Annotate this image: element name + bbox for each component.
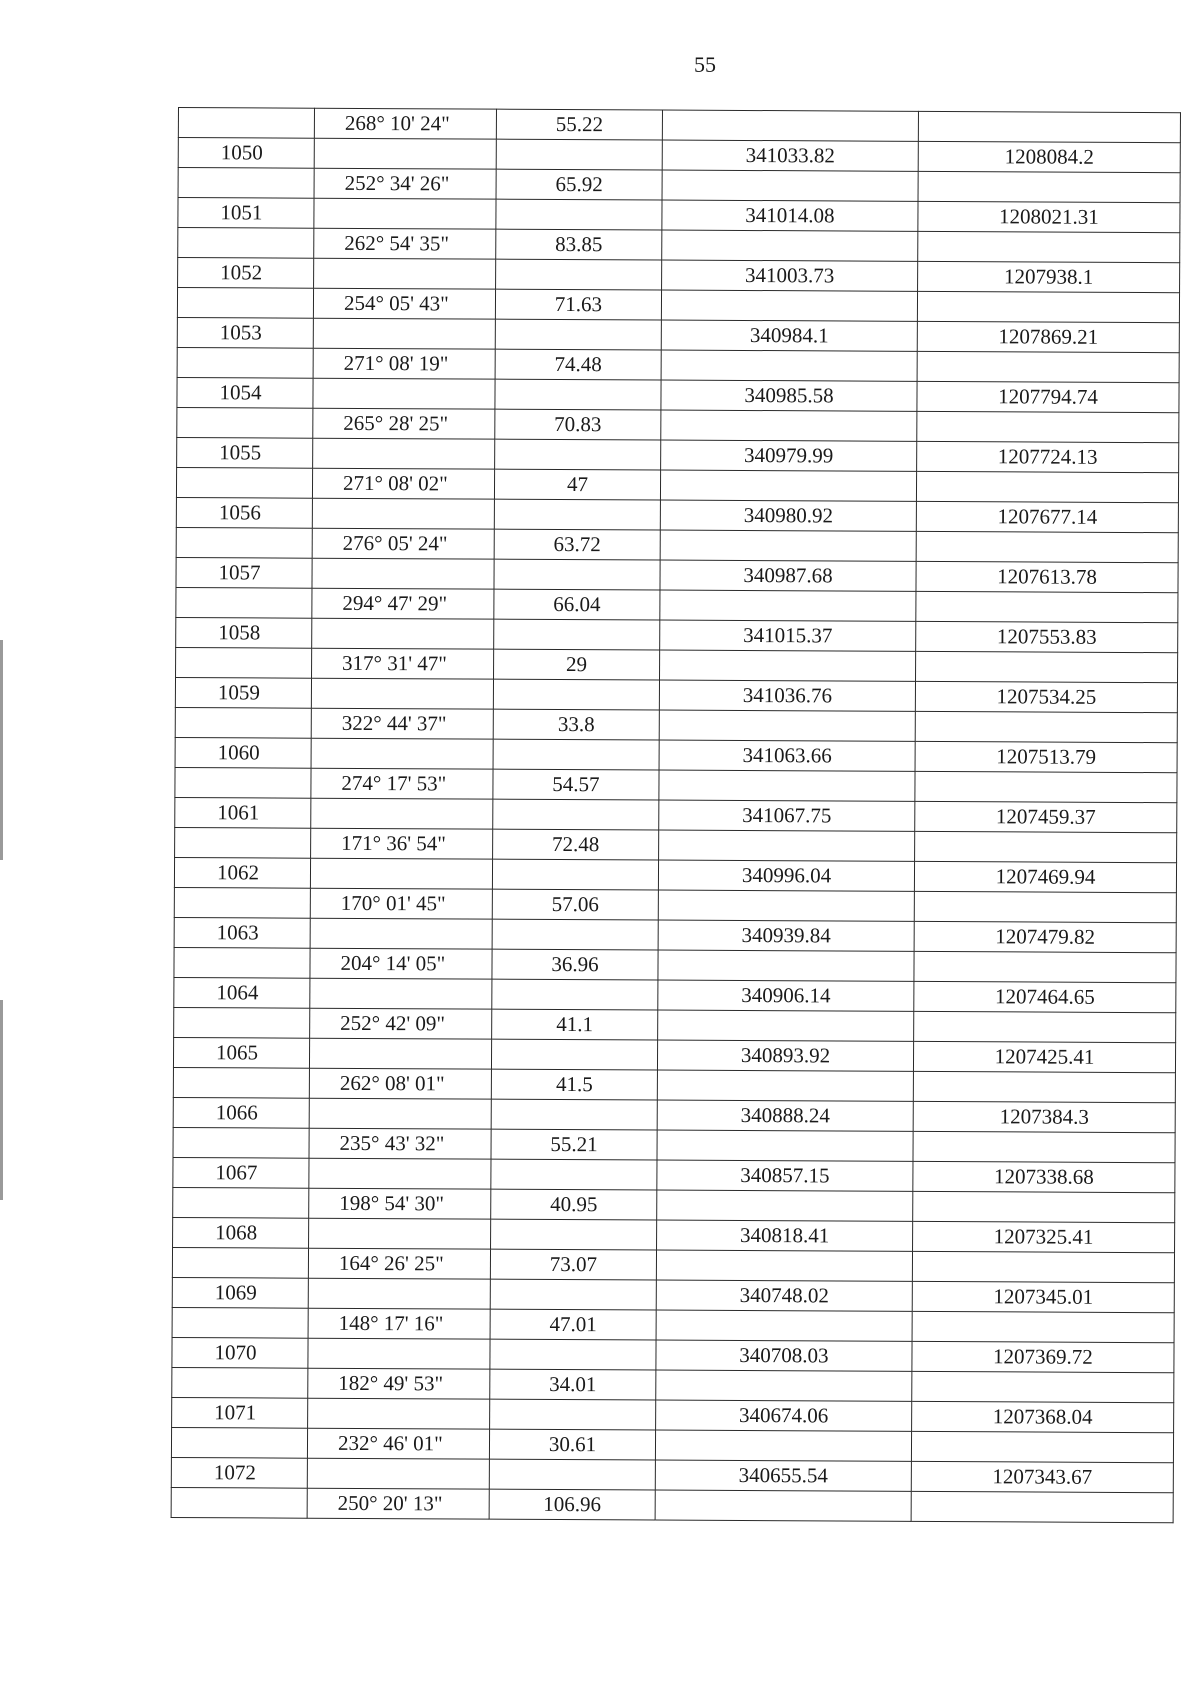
bearing-cell: 148° 17' 16": [308, 1308, 490, 1339]
bearing-cell: 271° 08' 19": [313, 348, 495, 379]
northing-cell: 340939.84: [658, 920, 914, 951]
distance-cell: 71.63: [495, 289, 661, 320]
northing-cell: [660, 470, 916, 501]
easting-cell: 1207368.04: [912, 1401, 1174, 1432]
point-id-cell: 1050: [178, 138, 314, 169]
bearing-cell: 204° 14' 05": [310, 948, 492, 979]
bearing-cell: 262° 08' 01": [309, 1068, 491, 1099]
northing-cell: 340655.54: [655, 1460, 911, 1491]
bearing-cell: 252° 42' 09": [310, 1008, 492, 1039]
northing-cell: 340818.41: [657, 1220, 913, 1251]
point-id-cell: 1067: [173, 1157, 309, 1188]
point-id-cell: 1051: [178, 198, 314, 229]
easting-cell: [918, 171, 1180, 202]
distance-cell: [489, 1459, 655, 1490]
point-id-cell: 1062: [174, 857, 310, 888]
point-id-cell: 1070: [172, 1337, 308, 1368]
bearing-cell: 322° 44' 37": [311, 708, 493, 739]
easting-cell: [917, 351, 1179, 382]
distance-cell: 70.83: [495, 409, 661, 440]
northing-cell: 340985.58: [661, 380, 917, 411]
bearing-cell: 317° 31' 47": [312, 648, 494, 679]
point-id-cell: [178, 108, 314, 139]
northing-cell: 340996.04: [658, 860, 914, 891]
bearing-cell: 182° 49' 53": [308, 1368, 490, 1399]
bearing-cell: [308, 1338, 490, 1369]
point-id-cell: [178, 228, 314, 259]
line-row: [171, 1487, 1173, 1522]
easting-cell: [916, 591, 1178, 622]
easting-cell: [918, 231, 1180, 262]
northing-cell: [660, 590, 916, 621]
easting-cell: 1207338.68: [913, 1161, 1175, 1192]
northing-cell: [661, 410, 917, 441]
northing-cell: 340893.92: [657, 1040, 913, 1071]
bearing-cell: [308, 1278, 490, 1309]
easting-cell: [916, 651, 1178, 682]
easting-cell: 1207513.79: [915, 741, 1177, 772]
northing-cell: [659, 770, 915, 801]
distance-cell: [494, 619, 660, 650]
bearing-cell: 250° 20' 13": [307, 1488, 489, 1519]
bearing-cell: [309, 1218, 491, 1249]
northing-cell: 340888.24: [657, 1100, 913, 1131]
point-id-cell: 1058: [176, 617, 312, 648]
distance-cell: [490, 1399, 656, 1430]
bearing-cell: 276° 05' 24": [312, 528, 494, 559]
point-id-cell: 1054: [177, 377, 313, 408]
easting-cell: 1207479.82: [914, 921, 1176, 952]
distance-cell: 65.92: [496, 169, 662, 200]
distance-cell: [496, 139, 662, 170]
point-id-cell: [178, 168, 314, 199]
easting-cell: 1207469.94: [914, 861, 1176, 892]
northing-cell: [661, 290, 917, 321]
distance-cell: [491, 1159, 657, 1190]
bearing-cell: 198° 54' 30": [309, 1188, 491, 1219]
northing-cell: 341003.73: [662, 260, 918, 291]
bearing-cell: 271° 08' 02": [312, 468, 494, 499]
distance-cell: 66.04: [494, 589, 660, 620]
northing-cell: 341033.82: [662, 140, 918, 171]
point-id-cell: [171, 1427, 307, 1458]
distance-cell: 29: [494, 649, 660, 680]
northing-cell: [656, 1250, 912, 1281]
easting-cell: 1207677.14: [916, 501, 1178, 532]
point-id-cell: 1063: [174, 917, 310, 948]
bearing-cell: [310, 978, 492, 1009]
distance-cell: 41.1: [492, 1009, 658, 1040]
distance-cell: 55.22: [496, 109, 662, 140]
bearing-cell: [310, 918, 492, 949]
distance-cell: 72.48: [493, 829, 659, 860]
easting-cell: [914, 891, 1176, 922]
bearing-cell: 170° 01' 45": [310, 888, 492, 919]
easting-cell: [915, 831, 1177, 862]
table-body: [171, 108, 1180, 1523]
easting-cell: 1207613.78: [916, 561, 1178, 592]
distance-cell: [495, 319, 661, 350]
distance-cell: [494, 499, 660, 530]
bearing-cell: [309, 1038, 491, 1069]
point-id-cell: [177, 288, 313, 319]
easting-cell: 1208021.31: [918, 201, 1180, 232]
bearing-cell: 265° 28' 25": [313, 408, 495, 439]
bearing-cell: [312, 498, 494, 529]
easting-cell: [912, 1311, 1174, 1342]
point-id-cell: [174, 947, 310, 978]
distance-cell: 57.06: [492, 889, 658, 920]
northing-cell: 340987.68: [660, 560, 916, 591]
northing-cell: [657, 1130, 913, 1161]
distance-cell: 73.07: [490, 1249, 656, 1280]
distance-cell: 40.95: [491, 1189, 657, 1220]
point-id-cell: [175, 827, 311, 858]
easting-cell: 1207459.37: [915, 801, 1177, 832]
easting-cell: 1207325.41: [913, 1221, 1175, 1252]
distance-cell: 34.01: [490, 1369, 656, 1400]
northing-cell: 340984.1: [661, 320, 917, 351]
northing-cell: [660, 530, 916, 561]
bearing-cell: 262° 54' 35": [314, 228, 496, 259]
point-id-cell: [177, 347, 313, 378]
northing-cell: [659, 830, 915, 861]
distance-cell: 41.5: [491, 1069, 657, 1100]
easting-cell: 1208084.2: [918, 141, 1180, 172]
bearing-cell: 294° 47' 29": [312, 588, 494, 619]
northing-cell: 340674.06: [656, 1400, 912, 1431]
northing-cell: [659, 710, 915, 741]
northing-cell: 340708.03: [656, 1340, 912, 1371]
bearing-cell: [309, 1098, 491, 1129]
northing-cell: [657, 1190, 913, 1221]
distance-cell: 55.21: [491, 1129, 657, 1160]
easting-cell: [916, 471, 1178, 502]
point-id-cell: [171, 1487, 307, 1518]
distance-cell: [491, 1219, 657, 1250]
distance-cell: 74.48: [495, 349, 661, 380]
distance-cell: 30.61: [489, 1429, 655, 1460]
point-id-cell: 1060: [175, 737, 311, 768]
easting-cell: [916, 531, 1178, 562]
easting-cell: [918, 111, 1180, 142]
northing-cell: [662, 170, 918, 201]
bearing-cell: [311, 738, 493, 769]
northing-cell: 340979.99: [661, 440, 917, 471]
distance-cell: [493, 679, 659, 710]
easting-cell: [913, 1071, 1175, 1102]
distance-cell: [492, 859, 658, 890]
northing-cell: [658, 890, 914, 921]
point-id-cell: [172, 1307, 308, 1338]
easting-cell: 1207369.72: [912, 1341, 1174, 1372]
easting-cell: 1207724.13: [917, 441, 1179, 472]
northing-cell: [661, 350, 917, 381]
point-id-cell: 1052: [178, 258, 314, 289]
easting-cell: [917, 291, 1179, 322]
northing-cell: [657, 1070, 913, 1101]
distance-cell: [496, 259, 662, 290]
distance-cell: [495, 439, 661, 470]
distance-cell: 36.96: [492, 949, 658, 980]
bearing-cell: 274° 17' 53": [311, 768, 493, 799]
point-id-cell: [176, 647, 312, 678]
easting-cell: [912, 1251, 1174, 1282]
distance-cell: [491, 1099, 657, 1130]
northing-cell: [655, 1490, 911, 1521]
northing-cell: [658, 950, 914, 981]
easting-cell: [914, 1011, 1176, 1042]
bearing-cell: [312, 618, 494, 649]
northing-cell: 341067.75: [659, 800, 915, 831]
bearing-cell: [311, 678, 493, 709]
point-id-cell: 1057: [176, 557, 312, 588]
page-number: 55: [694, 52, 716, 77]
northing-cell: 341063.66: [659, 740, 915, 771]
northing-cell: 341015.37: [660, 620, 916, 651]
point-id-cell: [174, 887, 310, 918]
distance-cell: 47: [494, 469, 660, 500]
bearing-cell: [310, 858, 492, 889]
distance-cell: 83.85: [496, 229, 662, 260]
distance-cell: [494, 559, 660, 590]
easting-cell: [912, 1371, 1174, 1402]
point-id-cell: 1061: [175, 797, 311, 828]
distance-cell: [491, 1039, 657, 1070]
bearing-cell: 164° 26' 25": [308, 1248, 490, 1279]
distance-cell: [492, 979, 658, 1010]
point-id-cell: 1072: [171, 1457, 307, 1488]
northing-cell: [658, 1010, 914, 1041]
northing-cell: [662, 230, 918, 261]
bearing-cell: 268° 10' 24": [314, 108, 496, 139]
point-id-cell: [176, 467, 312, 498]
point-id-cell: [172, 1247, 308, 1278]
bearing-cell: [311, 798, 493, 829]
easting-cell: [913, 1191, 1175, 1222]
point-id-cell: [176, 527, 312, 558]
bearing-cell: [313, 378, 495, 409]
bearing-cell: 235° 43' 32": [309, 1128, 491, 1159]
easting-cell: 1207464.65: [914, 981, 1176, 1012]
distance-cell: [493, 799, 659, 830]
point-id-cell: [177, 407, 313, 438]
distance-cell: [490, 1279, 656, 1310]
distance-cell: 47.01: [490, 1309, 656, 1340]
point-id-cell: [175, 707, 311, 738]
northing-cell: 340980.92: [660, 500, 916, 531]
easting-cell: 1207869.21: [917, 321, 1179, 352]
easting-cell: 1207425.41: [913, 1041, 1175, 1072]
northing-cell: [660, 650, 916, 681]
bearing-cell: [307, 1458, 489, 1489]
point-id-cell: 1071: [172, 1397, 308, 1428]
northing-cell: 341014.08: [662, 200, 918, 231]
northing-cell: [656, 1370, 912, 1401]
bearing-cell: [314, 198, 496, 229]
easting-cell: [915, 771, 1177, 802]
point-id-cell: 1055: [177, 437, 313, 468]
point-id-cell: [176, 587, 312, 618]
distance-cell: [490, 1339, 656, 1370]
bearing-cell: 171° 36' 54": [311, 828, 493, 859]
northing-cell: 340857.15: [657, 1160, 913, 1191]
easting-cell: [911, 1491, 1173, 1522]
easting-cell: [911, 1431, 1173, 1462]
distance-cell: 63.72: [494, 529, 660, 560]
bearing-cell: 254° 05' 43": [313, 288, 495, 319]
point-id-cell: 1068: [173, 1217, 309, 1248]
northing-cell: 341036.76: [659, 680, 915, 711]
scan-edge-mark: [0, 640, 3, 860]
bearing-cell: [308, 1398, 490, 1429]
bearing-cell: [313, 318, 495, 349]
northing-cell: 340906.14: [658, 980, 914, 1011]
easting-cell: 1207553.83: [916, 621, 1178, 652]
northing-cell: [655, 1430, 911, 1461]
bearing-cell: 232° 46' 01": [307, 1428, 489, 1459]
northing-cell: [656, 1310, 912, 1341]
easting-cell: [914, 951, 1176, 982]
easting-cell: [917, 411, 1179, 442]
easting-cell: [915, 711, 1177, 742]
bearing-cell: [309, 1158, 491, 1189]
distance-cell: 33.8: [493, 709, 659, 740]
point-id-cell: 1065: [173, 1037, 309, 1068]
distance-cell: [492, 919, 658, 950]
easting-cell: 1207938.1: [918, 261, 1180, 292]
northing-cell: [662, 110, 918, 141]
bearing-cell: [314, 138, 496, 169]
point-id-cell: [174, 1007, 310, 1038]
point-id-cell: [172, 1367, 308, 1398]
distance-cell: [495, 379, 661, 410]
distance-cell: 106.96: [489, 1489, 655, 1520]
distance-cell: [496, 199, 662, 230]
point-id-cell: 1053: [177, 317, 313, 348]
point-id-cell: [173, 1187, 309, 1218]
scan-edge-mark: [0, 1000, 3, 1200]
bearing-cell: 252° 34' 26": [314, 168, 496, 199]
easting-cell: 1207343.67: [911, 1461, 1173, 1492]
bearing-cell: [312, 558, 494, 589]
distance-cell: [493, 739, 659, 770]
easting-cell: 1207384.3: [913, 1101, 1175, 1132]
bearing-cell: [313, 438, 495, 469]
point-id-cell: 1066: [173, 1097, 309, 1128]
point-id-cell: 1059: [175, 677, 311, 708]
northing-cell: 340748.02: [656, 1280, 912, 1311]
point-id-cell: 1064: [174, 977, 310, 1008]
easting-cell: 1207534.25: [915, 681, 1177, 712]
easting-cell: 1207794.74: [917, 381, 1179, 412]
point-id-cell: 1056: [176, 497, 312, 528]
distance-cell: 54.57: [493, 769, 659, 800]
easting-cell: [913, 1131, 1175, 1162]
bearing-cell: [314, 258, 496, 289]
point-id-cell: [173, 1067, 309, 1098]
point-id-cell: [175, 767, 311, 798]
survey-coordinates-table: [171, 107, 1181, 1523]
point-id-cell: [173, 1127, 309, 1158]
point-id-cell: 1069: [172, 1277, 308, 1308]
easting-cell: 1207345.01: [912, 1281, 1174, 1312]
